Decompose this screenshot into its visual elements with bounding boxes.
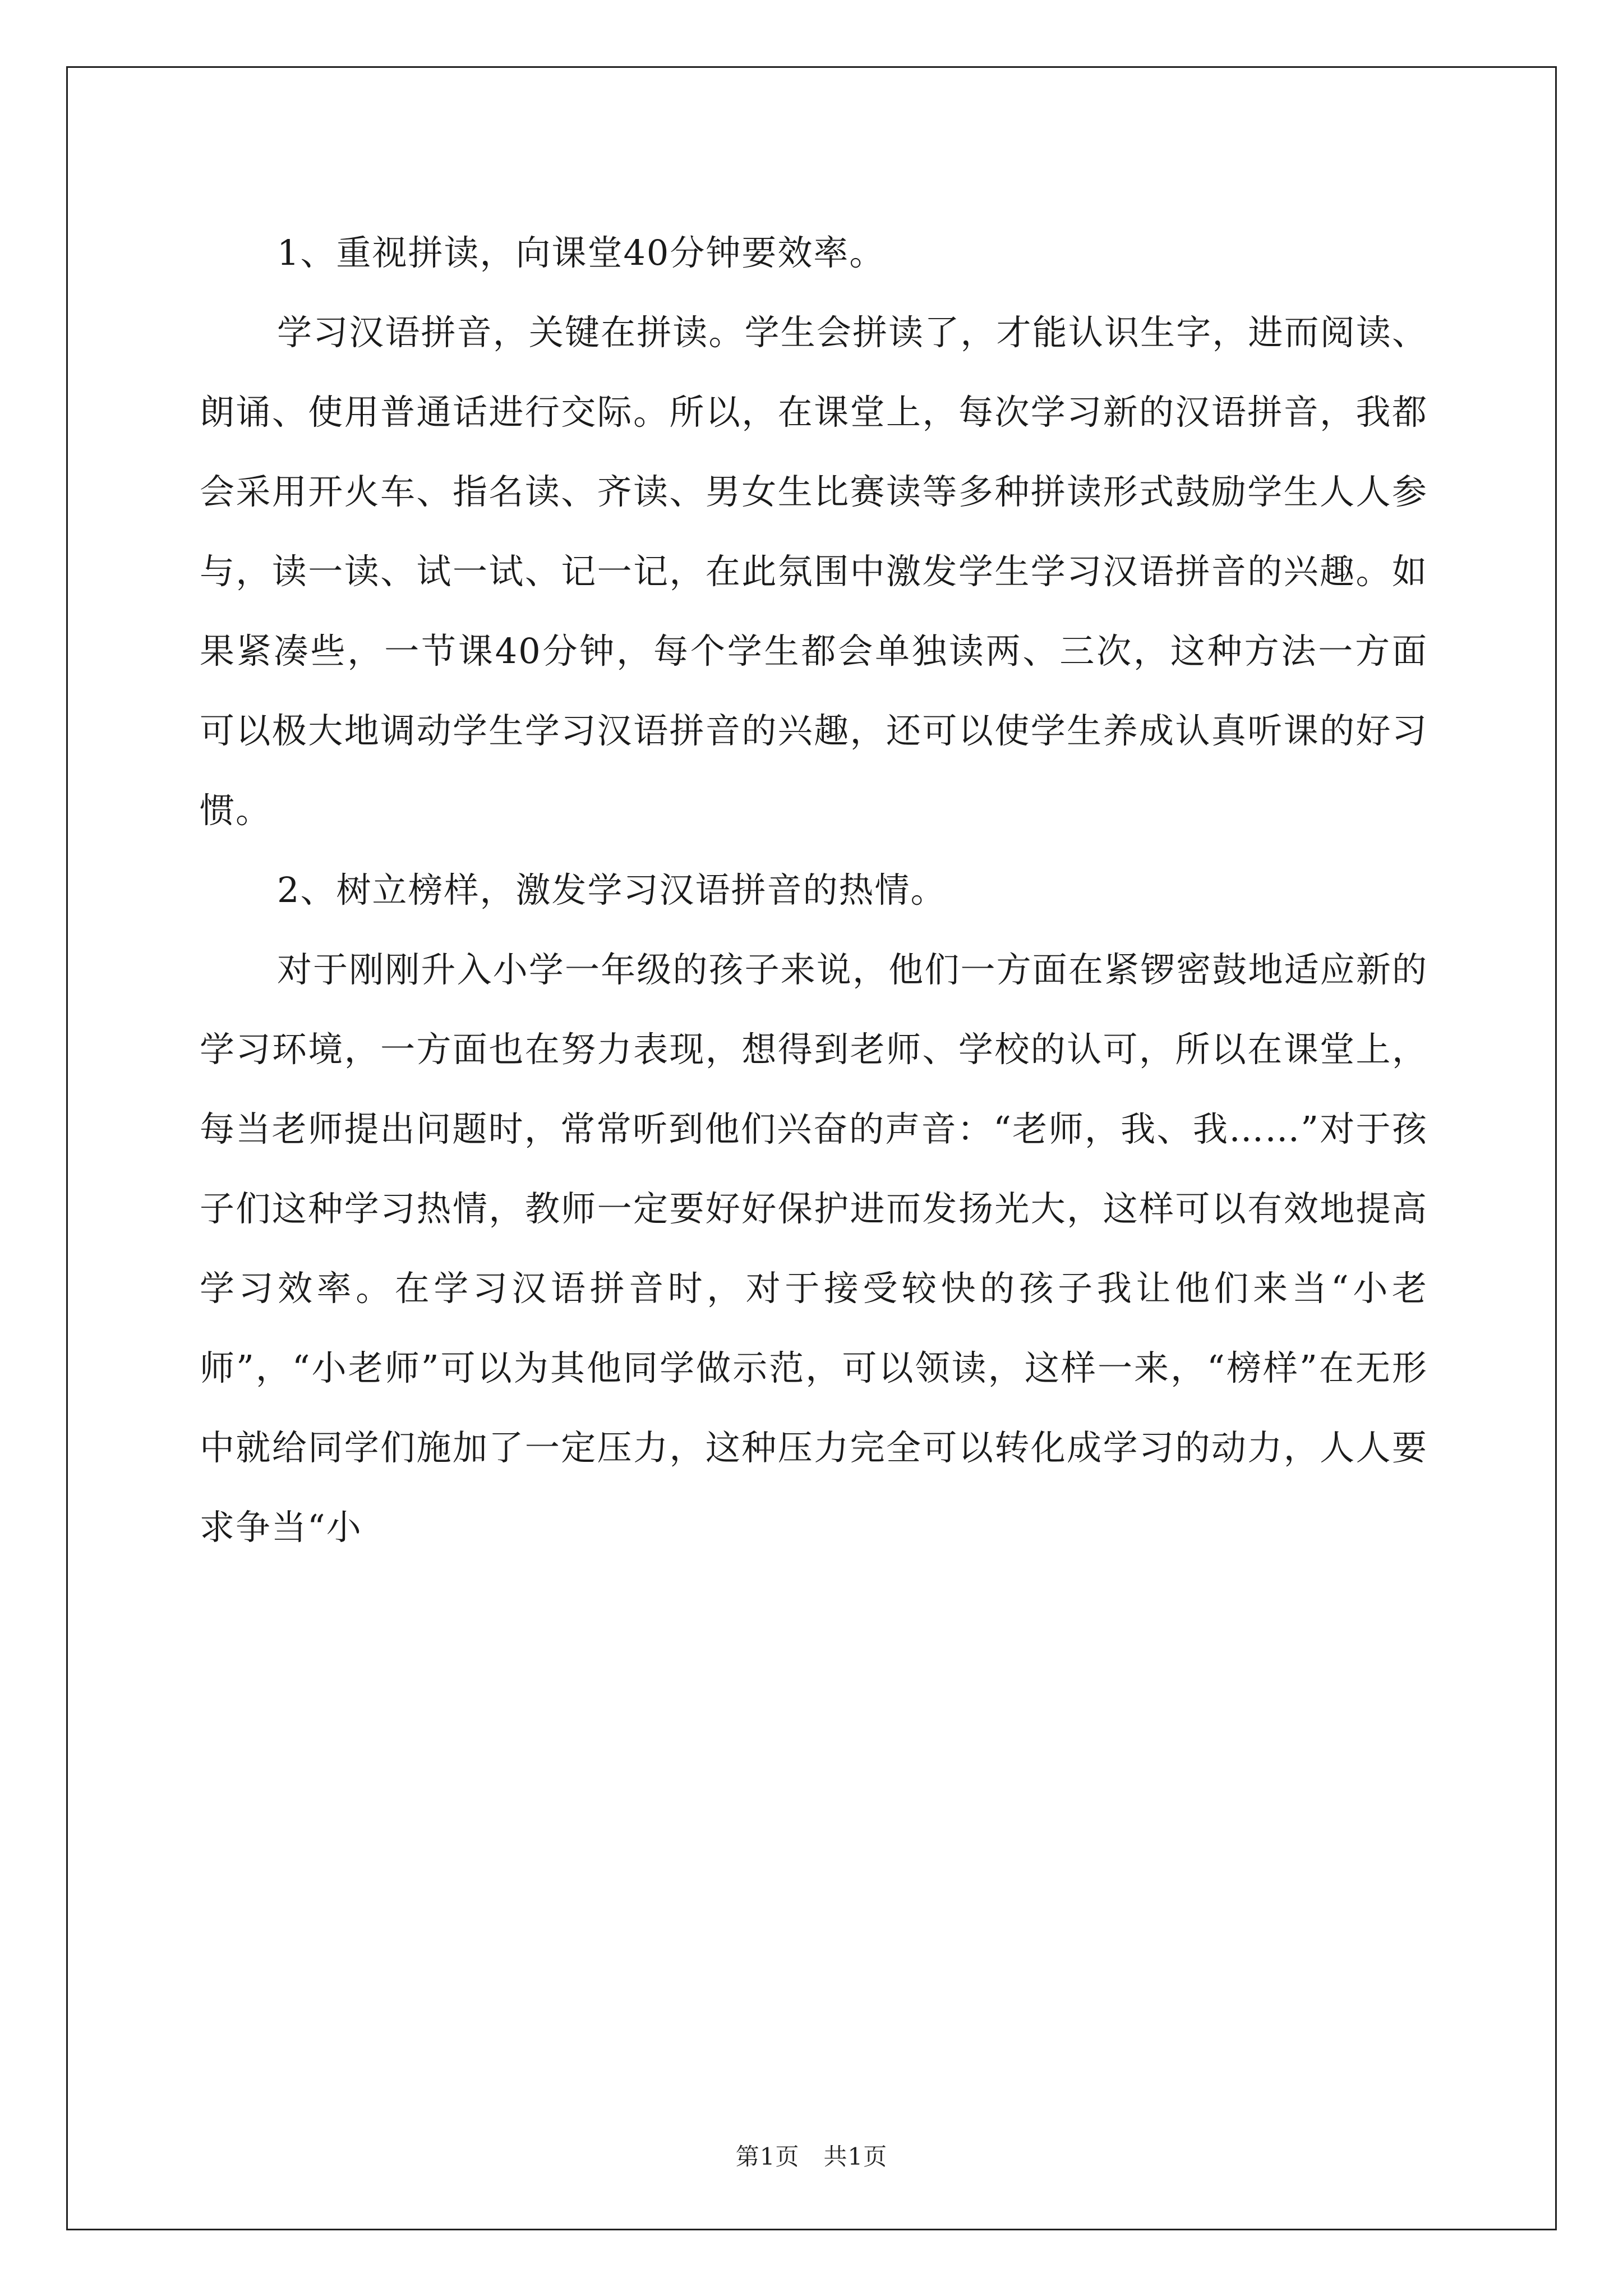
heading-2: 2、树立榜样，激发学习汉语拼音的热情。 (277, 869, 947, 910)
paragraph-2: 对于刚刚升入小学一年级的孩子来说，他们一方面在紧锣密鼓地适应新的学习环境，一方面也在努力表现，想得到老师、学校的认可，所以在课堂上，每当老师提出问题时，常常听到他们兴奋的声音：“老师，我、我……”对于孩子们这种学习热情，教师一定要好好保护进而发扬光大，这样可以有效地提高学习效率。在学习汉语拼音时，对于接受较快的孩子我让他们来当“小老师”，“小老师”可以为其他同学做示范，可以领读，这样一来，“榜样”在无形中就给同学们施加了一定压力，这种压力完全可以转化成学习的动力，人人要求争当“小 (200, 949, 1428, 1548)
heading-1: 1、重视拼读，向课堂40分钟要效率。 (277, 232, 886, 273)
page-number: 第1页 (735, 2143, 800, 2170)
page-total: 共1页 (823, 2143, 888, 2170)
page-footer (0, 2140, 1623, 2174)
document-body (200, 213, 1428, 1567)
paragraph-1: 学习汉语拼音，关键在拼读。学生会拼读了，才能认识生字，进而阅读、朗诵、使用普通话进行交际。所以，在课堂上，每次学习新的汉语拼音，我都会采用开火车、指名读、齐读、男女生比赛读等多种拼读形式鼓励学生人人参与，读一读、试一试、记一记，在此氛围中激发学生学习汉语拼音的兴趣。如果紧凑些，一节课40分钟，每个学生都会单独读两、三次，这种方法一方面可以极大地调动学生学习汉语拼音的兴趣，还可以使学生养成认真听课的好习惯。 (200, 312, 1428, 831)
